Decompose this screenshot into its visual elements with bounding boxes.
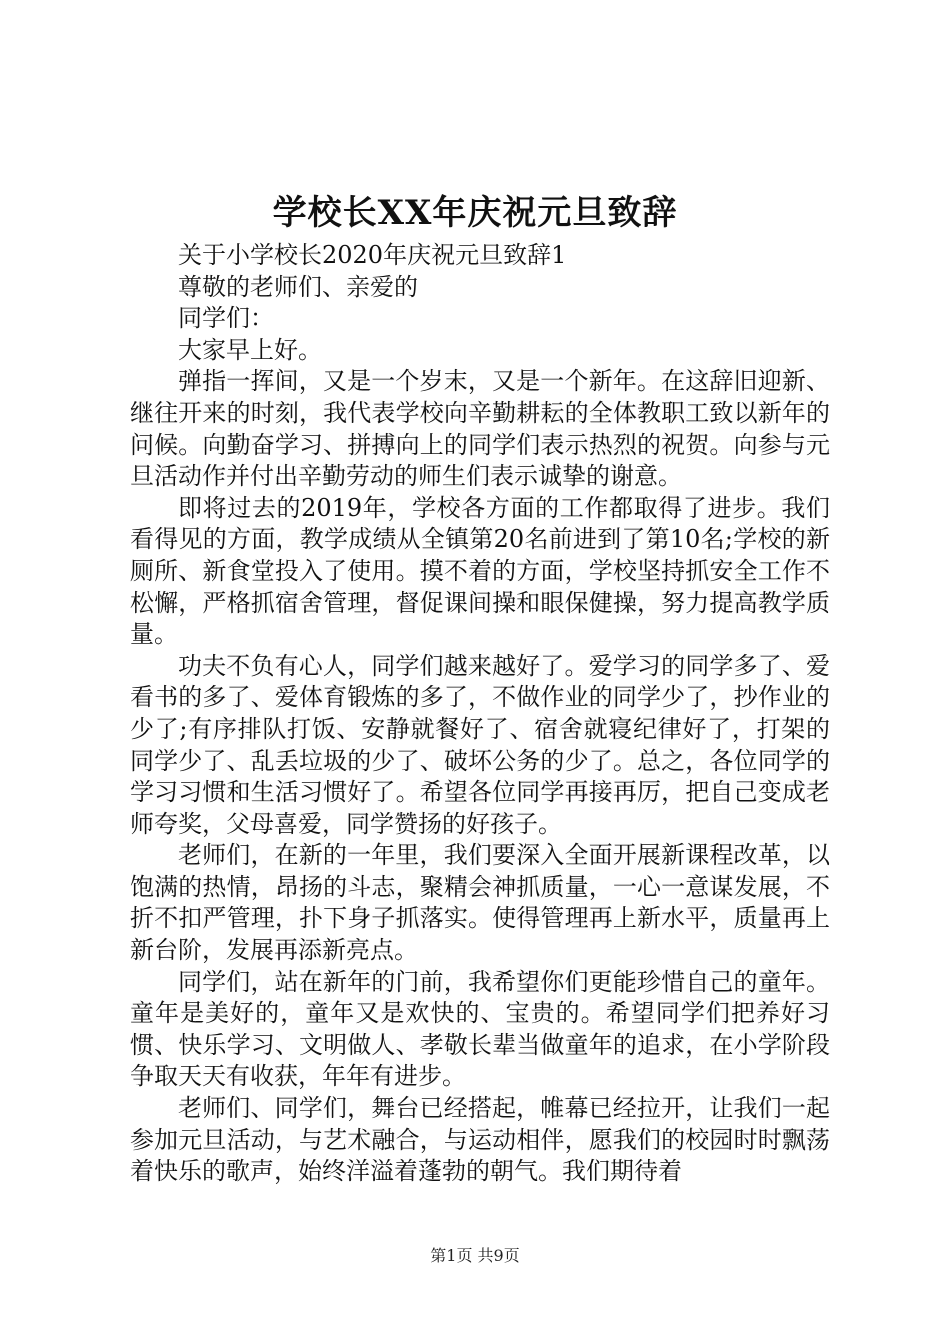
document-body bbox=[130, 240, 830, 1188]
paragraph-greeting: 大家早上好。 bbox=[178, 335, 322, 364]
paragraph: 弹指一挥间，又是一个岁末，又是一个新年。在这辞旧迎新、继往开来的时刻，我代表学校向辛勤耕耘的全体教职工致以新年的问候。向勤奋学习、拼搏向上的同学们表示热烈的祝贺。向参与元旦活动作并付出辛勤劳动的师生们表示诚挚的谢意。 bbox=[130, 367, 830, 491]
paragraph: 功夫不负有心人，同学们越来越好了。爱学习的同学多了、爱看书的多了、爱体育锻炼的多了，不做作业的同学少了，抄作业的少了;有序排队打饭、安静就餐好了、宿舍就寝纪律好了，打架的同学少了、乱丢垃圾的少了、破坏公务的少了。总之，各位同学的学习习惯和生活习惯好了。希望各位同学再接再厉，把自己变成老师夸奖，父母喜爱，同学赞扬的好孩子。 bbox=[130, 651, 830, 838]
paragraph: 同学们，站在新年的门前，我希望你们更能珍惜自己的童年。童年是美好的，童年又是欢快的、宝贵的。希望同学们把养好习惯、快乐学习、文明做人、孝敬长辈当做童年的追求，在小学阶段争取天天有收获，年年有进步。 bbox=[130, 967, 830, 1091]
paragraph-heading: 关于小学校长2020年庆祝元旦致辞1 bbox=[178, 241, 567, 269]
paragraph-salutation: 尊敬的老师们、亲爱的 bbox=[178, 272, 418, 301]
paragraph: 即将过去的2019年，学校各方面的工作都取得了进步。我们看得见的方面，教学成绩从全镇第20名前进到了第10名;学校的新厕所、新食堂投入了使用。摸不着的方面，学校坚持抓安全工作不松懈，严格抓宿舍管理，督促课间操和眼保健操，努力提高教学质量。 bbox=[130, 493, 830, 649]
paragraph: 老师们，在新的一年里，我们要深入全面开展新课程改革，以饱满的热情，昂扬的斗志，聚精会神抓质量，一心一意谋发展，不折不扣严管理，扑下身子抓落实。使得管理再上新水平，质量再上新台阶，发展再添新亮点。 bbox=[130, 841, 830, 965]
paragraph: 老师们、同学们，舞台已经搭起，帷幕已经拉开，让我们一起参加元旦活动，与艺术融合，与运动相伴，愿我们的校园时时飘荡着快乐的歌声，始终洋溢着蓬勃的朝气。我们期待着 bbox=[130, 1094, 830, 1186]
page-number: 第1页 共9页 bbox=[430, 1246, 520, 1265]
document-title: 学校长XX年庆祝元旦致辞 bbox=[272, 193, 678, 233]
paragraph-salutation-cont: 同学们： bbox=[178, 304, 274, 333]
